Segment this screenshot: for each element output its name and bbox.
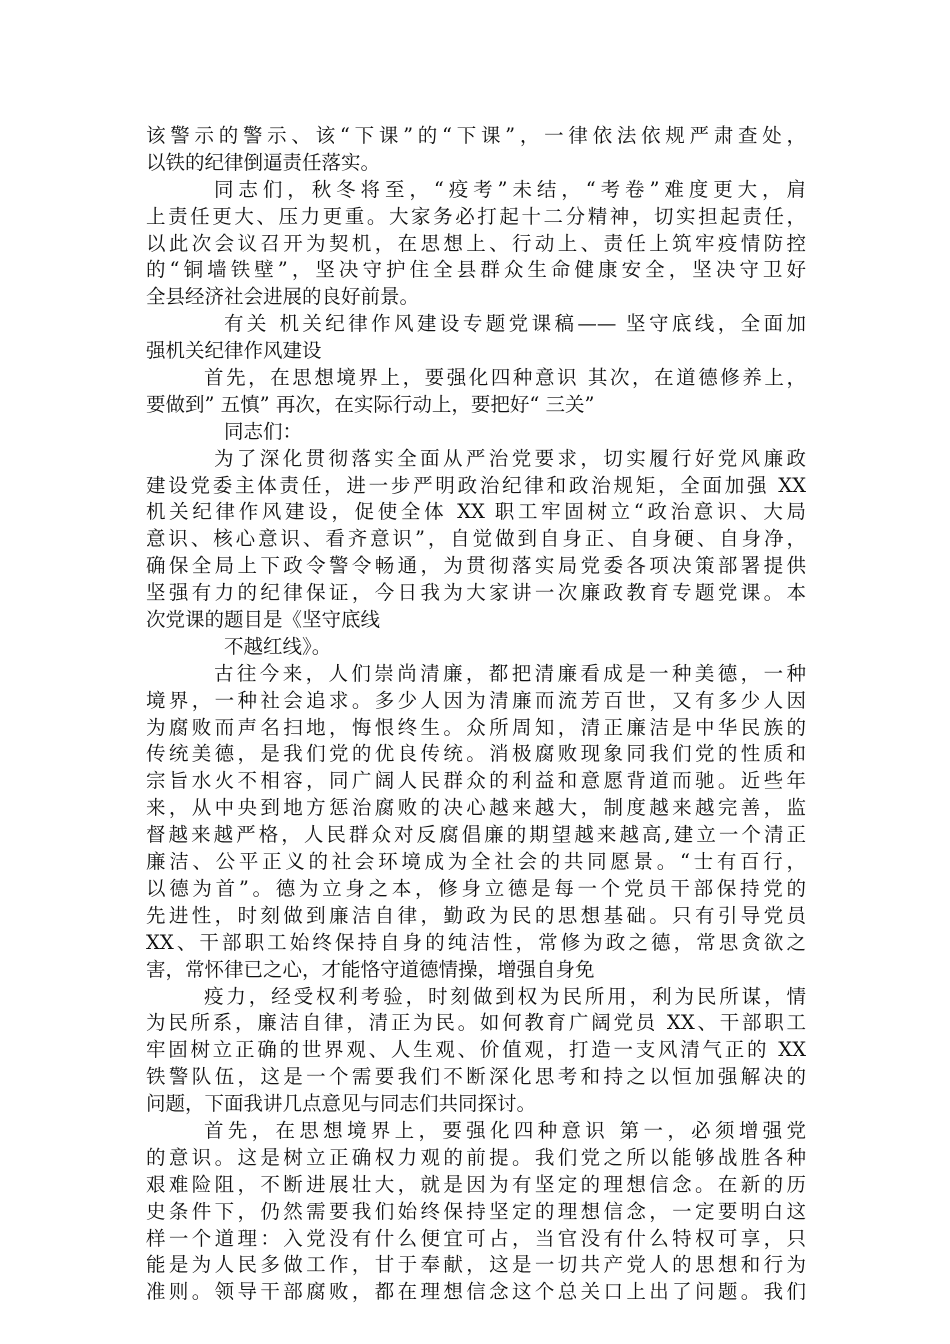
text-line: XX、干部职工始终保持自身的纯洁性，常修为政之德，常思贪欲之 — [146, 930, 806, 954]
text-line: 的意识。这是树立正确权力观的前提。我们党之所以能够战胜各种 — [146, 1145, 806, 1169]
text-line: 全县经济社会进展的良好前景。 — [146, 285, 420, 309]
text-line: 建设党委主体责任，进一步严明政治纪律和政治规矩，全面加强 XX — [146, 473, 806, 497]
text-line: 境界，一种社会追求。多少人因为清廉而流芳百世，又有多少人因 — [146, 688, 806, 712]
text-line: 来，从中央到地方惩治腐败的决心越来越大，制度越来越完善，监 — [146, 796, 806, 820]
text-line: 艰难险阻，不断进展壮大，就是因为有坚定的理想信念。在新的历 — [146, 1172, 806, 1196]
text-line: 史条件下，仍然需要我们始终保持坚定的理想信念，一定要明白这 — [146, 1199, 806, 1223]
text-line: 上责任更大、压力更重。大家务必打起十二分精神，切实担起责任， — [146, 204, 806, 228]
text-line: 牢固树立正确的世界观、人生观、价值观，打造一支风清气正的 XX — [146, 1038, 806, 1062]
text-line: 宗旨水火不相容，同广阔人民群众的利益和意愿背道而驰。近些年 — [146, 769, 806, 793]
text-line: 坚强有力的纪律保证，今日我为大家讲一次廉政教育专题党课。本 — [146, 581, 806, 605]
text-line: 同志们，秋冬将至，“疫考”未结，“考卷”难度更大，肩 — [214, 177, 806, 201]
document-body-text — [146, 123, 806, 1306]
text-line: 问题，下面我讲几点意见与同志们共同探讨。 — [146, 1092, 537, 1116]
text-line: 的“铜墙铁壁”，坚决守护住全县群众生命健康安全，坚决守卫好 — [146, 258, 806, 282]
text-line: 有关 机关纪律作风建设专题党课稿—— 坚守底线，全面加 — [224, 312, 806, 336]
text-line: 传统美德，是我们党的优良传统。消极腐败现象同我们党的性质和 — [146, 742, 806, 766]
text-line: 样一个道理：入党没有什么便宜可占，当官没有什么特权可享，只 — [146, 1226, 806, 1250]
text-line: 廉洁、公平正义的社会环境成为全社会的共同愿景。“士有百行， — [146, 850, 806, 874]
text-line: 为了深化贯彻落实全面从严治党要求，切实履行好党风廉政 — [214, 446, 806, 470]
text-line: 为腐败而声名扫地，悔恨终生。众所周知，清正廉洁是中华民族的 — [146, 715, 806, 739]
text-line: 以此次会议召开为契机，在思想上、行动上、责任上筑牢疫情防控 — [146, 231, 806, 255]
text-line: 强机关纪律作风建设 — [146, 339, 322, 363]
text-line: 首先，在思想境界上，要强化四种意识 第一，必须增强党 — [204, 1118, 806, 1142]
text-line: 以德为首”。德为立身之本，修身立德是每一个党员干部保持党的 — [146, 876, 806, 900]
text-line: 害，常怀律已之心，才能恪守道德情操，增强自身免 — [146, 957, 595, 981]
text-line: 首先，在思想境界上，要强化四种意识 其次，在道德修养上， — [204, 366, 806, 390]
text-line: 要做到” 五慎” 再次，在实际行动上，要把好“ 三关” — [146, 392, 595, 416]
text-line: 铁警队伍，这是一个需要我们不断深化思考和持之以恒加强解决的 — [146, 1065, 806, 1089]
text-line: 次党课的题目是《坚守底线 — [146, 608, 381, 632]
text-line: 不越红线》。 — [224, 634, 332, 658]
text-line: 为民所系，廉洁自律，清正为民。如何教育广阔党员 XX、干部职工 — [146, 1011, 806, 1035]
text-line: 疫力，经受权利考验，时刻做到权为民所用，利为民所谋，情 — [204, 984, 806, 1008]
text-line: 机关纪律作风建设，促使全体 XX 职工牢固树立“政治意识、大局 — [146, 500, 806, 524]
text-line: 该警示的警示、该“下课”的“下课”，一律依法依规严肃查处， — [146, 124, 806, 147]
text-line: 准则。领导干部腐败，都在理想信念这个总关口上出了问题。我们 — [146, 1280, 806, 1304]
text-line: 同志们： — [224, 419, 303, 443]
text-line: 先进性，时刻做到廉洁自律，勤政为民的思想基础。只有引导党员 — [146, 903, 806, 927]
text-line: 以铁的纪律倒逼责任落实。 — [146, 150, 381, 174]
text-line: 意识、核心意识、看齐意识”，自觉做到自身正、自身硬、自身净， — [146, 527, 806, 551]
text-line: 督越来越严格，人民群众对反腐倡廉的期望越来越高,建立一个清正 — [146, 823, 806, 847]
text-line: 能是为人民多做工作，甘于奉献，这是一切共产党人的思想和行为 — [146, 1253, 806, 1277]
text-line: 确保全局上下政令警令畅通，为贯彻落实局党委各项决策部署提供 — [146, 554, 806, 578]
text-line: 古往今来，人们崇尚清廉，都把清廉看成是一种美德，一种 — [214, 661, 806, 685]
